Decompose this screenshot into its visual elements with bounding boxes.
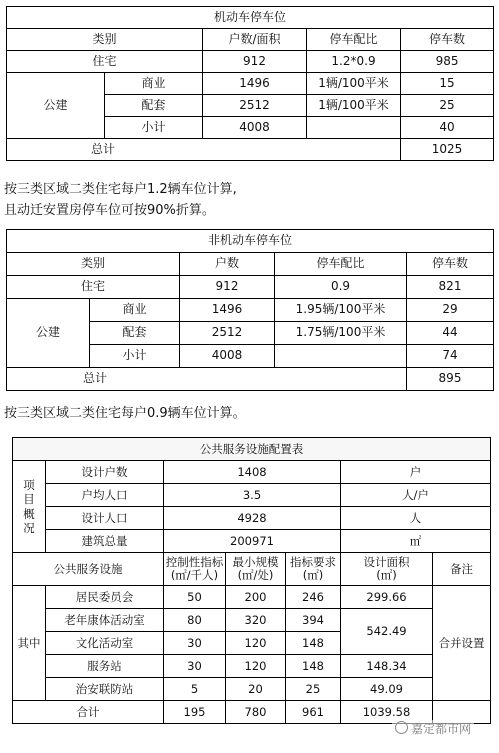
cell-indicator: 30	[164, 655, 226, 678]
header-facility: 公共服务设施	[13, 553, 164, 586]
cell-ratio: 1.95辆/100平米	[275, 299, 407, 322]
facility-name: 居民委员会	[46, 586, 164, 609]
header-indicator-unit: (㎡/千人)	[170, 568, 219, 582]
overview-item-value: 4928	[164, 507, 341, 530]
header-scale	[226, 553, 286, 586]
watermark	[392, 720, 474, 737]
cell-count: 912	[203, 51, 307, 73]
table-row	[13, 461, 491, 484]
header-count: 户数/面积	[203, 29, 307, 51]
overview-item-label: 户均人口	[46, 484, 164, 507]
facilities-table	[12, 437, 491, 724]
cell-ratio: 1辆/100平米	[307, 95, 401, 117]
cell-spaces: 821	[407, 276, 494, 299]
nonmotor-parking-table	[6, 229, 494, 391]
row-label: 配套	[90, 322, 180, 345]
overview-item-label: 设计户数	[46, 461, 164, 484]
table-row	[7, 73, 494, 95]
table-row	[13, 586, 491, 609]
cell-design-area: 49.09	[341, 678, 433, 701]
cell-scale: 120	[226, 655, 286, 678]
cell-design-area: 148.34	[341, 655, 433, 678]
header-scale-unit: (㎡/处)	[237, 568, 274, 582]
header-spaces: 停车数	[401, 29, 494, 51]
cell-indicator: 5	[164, 678, 226, 701]
cell-requirement: 394	[286, 609, 341, 632]
overview-item-label: 设计人口	[46, 507, 164, 530]
note-line: 且动迁安置房停车位可按90%折算。	[4, 203, 215, 218]
facility-name: 服务站	[46, 655, 164, 678]
total-indicator: 195	[164, 701, 226, 724]
cell-count: 1496	[203, 73, 307, 95]
row-label: 商业	[90, 299, 180, 322]
overview-item-value: 3.5	[164, 484, 341, 507]
total-label: 合计	[13, 701, 164, 724]
total-spaces: 1025	[401, 139, 494, 161]
cell-requirement: 148	[286, 655, 341, 678]
total-label: 总计	[7, 139, 401, 161]
overview-item-value: 200971	[164, 530, 341, 553]
cell-design-area: 299.66	[341, 586, 433, 609]
total-design-area: 1039.58	[341, 701, 433, 724]
header-count: 户数	[180, 253, 275, 276]
cell-count: 4008	[180, 345, 275, 368]
table-row	[13, 655, 491, 678]
table-row	[7, 51, 494, 73]
group-label: 公建	[7, 299, 90, 368]
header-category: 类别	[7, 29, 203, 51]
cell-ratio	[275, 345, 407, 368]
cell-ratio: 1.75辆/100平米	[275, 322, 407, 345]
group-label: 公建	[7, 73, 105, 139]
cell-spaces: 40	[401, 117, 494, 139]
total-label: 总计	[7, 368, 407, 391]
cell-count: 912	[180, 276, 275, 299]
header-category: 类别	[7, 253, 180, 276]
facility-name: 治安联防站	[46, 678, 164, 701]
cell-indicator: 80	[164, 609, 226, 632]
cell-count: 4008	[203, 117, 307, 139]
group-label: 其中	[13, 586, 46, 701]
cell-indicator: 50	[164, 586, 226, 609]
cell-spaces: 74	[407, 345, 494, 368]
table-row	[7, 139, 494, 161]
table-row	[7, 368, 494, 391]
row-label: 住宅	[7, 276, 180, 299]
overview-item-unit: 户	[341, 461, 491, 484]
header-indicator	[164, 553, 226, 586]
facility-name: 文化活动室	[46, 632, 164, 655]
row-label: 配套	[105, 95, 203, 117]
overview-item-unit: ㎡	[341, 530, 491, 553]
table-title: 非机动车停车位	[7, 230, 494, 253]
motor-parking-table	[6, 6, 494, 161]
cell-spaces: 985	[401, 51, 494, 73]
table-title: 公共服务设施配置表	[13, 438, 491, 461]
overview-item-label: 建筑总量	[46, 530, 164, 553]
note-line: 按三类区域二类住宅每户0.9辆车位计算。	[4, 406, 246, 421]
cell-requirement: 148	[286, 632, 341, 655]
facility-name: 老年康体活动室	[46, 609, 164, 632]
table-row	[7, 276, 494, 299]
cell-ratio	[307, 117, 401, 139]
table-row	[13, 530, 491, 553]
row-label: 住宅	[7, 51, 203, 73]
overview-item-unit: 人/户	[341, 484, 491, 507]
table-row	[13, 609, 491, 632]
note-line: 按三类区域二类住宅每户1.2辆车位计算,	[4, 182, 237, 197]
cell-scale: 20	[226, 678, 286, 701]
header-ratio: 停车配比	[275, 253, 407, 276]
cell-ratio: 0.9	[275, 276, 407, 299]
cell-spaces: 29	[407, 299, 494, 322]
cell-scale: 200	[226, 586, 286, 609]
cell-count: 2512	[180, 322, 275, 345]
cell-scale: 120	[226, 632, 286, 655]
cell-ratio: 1辆/100平米	[307, 73, 401, 95]
cell-count: 1496	[180, 299, 275, 322]
table-row	[13, 507, 491, 530]
row-label: 小计	[105, 117, 203, 139]
cell-requirement: 25	[286, 678, 341, 701]
cell-indicator: 30	[164, 632, 226, 655]
header-design-area-unit: (㎡)	[376, 568, 397, 582]
cell-spaces: 25	[401, 95, 494, 117]
overview-item-unit: 人	[341, 507, 491, 530]
cell-ratio: 1.2*0.9	[307, 51, 401, 73]
row-label: 商业	[105, 73, 203, 95]
watermark-text: 嘉定都市网	[411, 722, 472, 736]
header-design-area-label: 设计面积	[363, 555, 410, 570]
table-title: 机动车停车位	[7, 7, 494, 29]
header-spaces: 停车数	[407, 253, 494, 276]
overview-item-value: 1408	[164, 461, 341, 484]
table-row	[13, 484, 491, 507]
remark-merged: 合并设置	[433, 586, 491, 701]
overview-label-text: 项目概况	[23, 477, 35, 535]
total-requirement: 961	[286, 701, 341, 724]
header-requirement-label: 指标要求	[290, 555, 336, 570]
cell-requirement: 246	[286, 586, 341, 609]
cell-design-area: 542.49	[341, 609, 433, 655]
cell-spaces: 44	[407, 322, 494, 345]
header-requirement	[286, 553, 341, 586]
cell-spaces: 15	[401, 73, 494, 95]
total-spaces: 895	[407, 368, 494, 391]
header-remark: 备注	[433, 553, 491, 586]
table-row	[7, 299, 494, 322]
watermark-logo-icon	[395, 721, 408, 734]
header-ratio: 停车配比	[307, 29, 401, 51]
header-requirement-unit: (㎡)	[302, 568, 324, 582]
header-scale-label: 最小规模	[232, 555, 279, 570]
total-scale: 780	[226, 701, 286, 724]
cell-count: 2512	[203, 95, 307, 117]
cell-scale: 320	[226, 609, 286, 632]
header-indicator-label: 控制性指标	[165, 555, 224, 570]
overview-label	[13, 461, 46, 553]
row-label: 小计	[90, 345, 180, 368]
header-design-area	[341, 553, 433, 586]
table-row	[13, 678, 491, 701]
